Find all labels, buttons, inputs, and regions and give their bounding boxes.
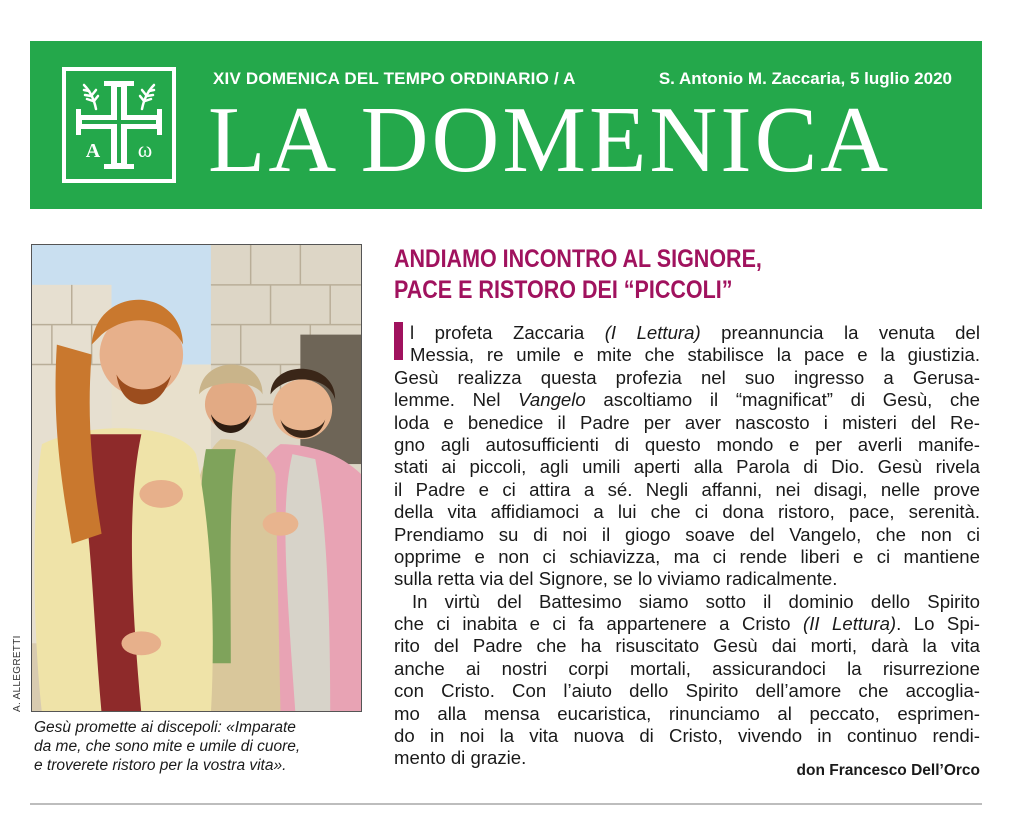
body-line: In virtù del Battesimo siamo sotto il dominio dello Spirito — [412, 590, 980, 612]
logo-alpha: A — [85, 140, 101, 162]
article-headline — [394, 244, 901, 306]
author-signature: don Francesco Dell’Orco — [796, 762, 980, 779]
body-line: l profeta Zaccaria (I Lettura) preannuncia la venuta del — [410, 322, 980, 343]
cross-logo-icon — [62, 67, 176, 183]
body-line: con Cristo. Con l’aiuto dello Spirito dell’amore che accoglia- — [394, 680, 980, 702]
masthead-title: LA DOMENICA — [208, 88, 892, 192]
body-line: Messia, re umile e mite che stabilisce la pace e la giustizia. — [410, 344, 980, 366]
body-line: loda e benedice il Padre per aver nascosto i misteri del Re- — [394, 411, 980, 433]
issue-date: S. Antonio M. Zaccaria, 5 luglio 2020 — [658, 69, 952, 88]
body-line: Gesù realizza questa profezia nel suo ingresso a Gerusa- — [394, 366, 980, 388]
body-line: della vita affidiamoci a lui che ci dona ristoro, pace, serenità. — [394, 501, 980, 523]
artist-credit: A. ALLEGRETTI — [12, 635, 23, 712]
gospel-illustration — [31, 244, 362, 712]
caption-line: Gesù promette ai discepoli: «Imparate — [34, 719, 296, 736]
illustration-caption — [34, 718, 364, 775]
masthead — [30, 41, 982, 209]
article-body — [394, 322, 980, 770]
body-line: Prendiamo su di noi il giogo soave del Vangelo, che non ci — [394, 523, 980, 545]
headline-line: PACE E RISTORO DEI “PICCOLI” — [394, 276, 733, 304]
caption-line: e troverete ristoro per la vostra vita». — [34, 757, 287, 774]
caption-line: da me, che sono mite e umile di cuore, — [34, 738, 301, 755]
logo-omega: ω — [137, 137, 153, 162]
body-line: anche ai nostri corpi mortali, assicurandoci la risurrezione — [394, 657, 980, 679]
body-line: mo alla mensa eucaristica, rinunciamo al peccato, esprimen- — [394, 702, 980, 724]
body-line: gno agli autosufficienti di questo mondo e per averli manife- — [394, 433, 980, 455]
body-line: do in noi la vita nuova di Cristo, vivendo in continuo rendi- — [394, 725, 980, 747]
body-line: stati ai piccoli, agli umili aperti alla Parola di Dio. Gesù rivela — [394, 456, 980, 478]
headline-line: ANDIAMO INCONTRO AL SIGNORE, — [394, 245, 762, 273]
body-line: opprime e non ci schiavizza, ma ci rende liberi e ci mantiene — [394, 545, 980, 567]
body-line: che ci inabita e ci fa appartenere a Cristo (II Lettura). Lo Spi- — [394, 613, 980, 635]
bottom-divider — [30, 803, 982, 805]
body-line: sulla retta via del Signore, se lo viviamo radicalmente. — [394, 568, 838, 590]
body-line: lemme. Nel Vangelo ascoltiamo il “magnificat” di Gesù, che — [394, 389, 980, 411]
liturgical-occasion: XIV DOMENICA DEL TEMPO ORDINARIO / A — [213, 69, 576, 88]
body-line: mento di grazie. — [394, 747, 527, 769]
body-line: rito del Padre che ha risuscitato Gesù dai morti, darà la vita — [394, 635, 980, 657]
body-line: il Padre e ci attira a sé. Negli affanni, nei disagi, nelle prove — [394, 478, 980, 500]
